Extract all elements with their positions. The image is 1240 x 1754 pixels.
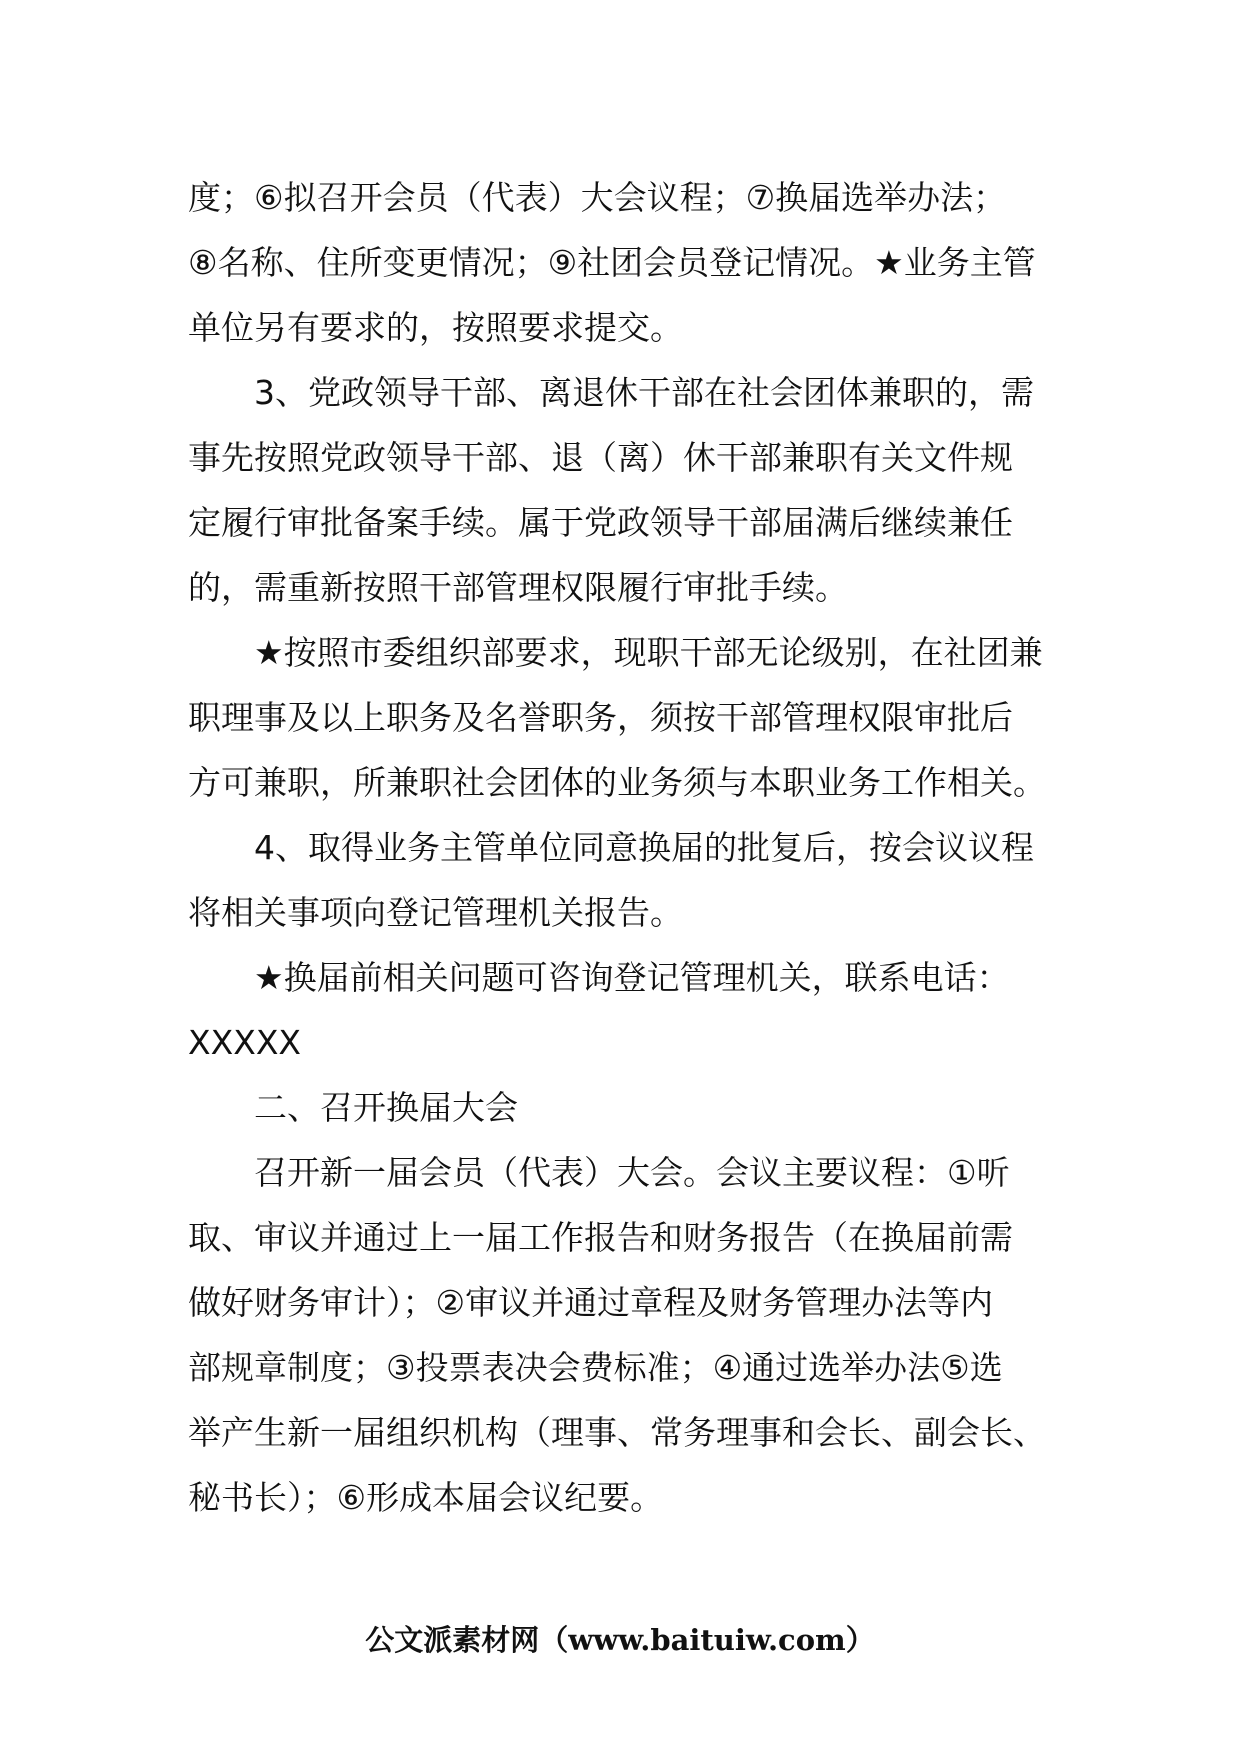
text-line: 单位另有要求的，按照要求提交。 [188,308,683,347]
text-line: 度；⑥拟召开会员（代表）大会议程；⑦换届选举办法； [188,178,1007,217]
document-body [188,165,1060,1530]
text-line: ⑧名称、住所变更情况；⑨社团会员登记情况。★业务主管 [188,243,1036,282]
paragraph-start-line: ★按照市委组织部要求，现职干部无论级别，在社团兼 [254,633,1043,672]
footer-watermark: 公文派素材网（www.baituiw.com） [365,1623,875,1657]
text-line: 的，需重新按照干部管理权限履行审批手续。 [188,568,848,607]
text-line: XXXXX [188,1023,302,1062]
text-line: 将相关事项向登记管理机关报告。 [188,893,683,932]
section-heading: 二、召开换届大会 [254,1088,518,1127]
paragraph-start-line: ★换届前相关问题可咨询登记管理机关，联系电话： [254,958,1010,997]
text-line: 方可兼职，所兼职社会团体的业务须与本职业务工作相关。 [188,763,1046,802]
text-line: 举产生新一届组织机构（理事、常务理事和会长、副会长、 [188,1413,1046,1452]
paragraph-start-line: 3、党政领导干部、离退休干部在社会团体兼职的，需 [254,373,1034,412]
text-line: 做好财务审计）；②审议并通过章程及财务管理办法等内 [188,1283,994,1322]
text-line: 定履行审批备案手续。属于党政领导干部届满后继续兼任 [188,503,1013,542]
text-line: 事先按照党政领导干部、退（离）休干部兼职有关文件规 [188,438,1013,477]
text-line: 取、审议并通过上一届工作报告和财务报告（在换届前需 [188,1218,1013,1257]
text-line: 职理事及以上职务及名誉职务，须按干部管理权限审批后 [188,698,1013,737]
paragraph-start-line: 4、取得业务主管单位同意换届的批复后，按会议议程 [254,828,1034,867]
text-line: 部规章制度；③投票表决会费标准；④通过选举办法⑤选 [188,1348,1003,1387]
paragraph-start-line: 召开新一届会员（代表）大会。会议主要议程：①听 [254,1153,1010,1192]
text-line: 秘书长）；⑥形成本届会议纪要。 [188,1478,664,1517]
